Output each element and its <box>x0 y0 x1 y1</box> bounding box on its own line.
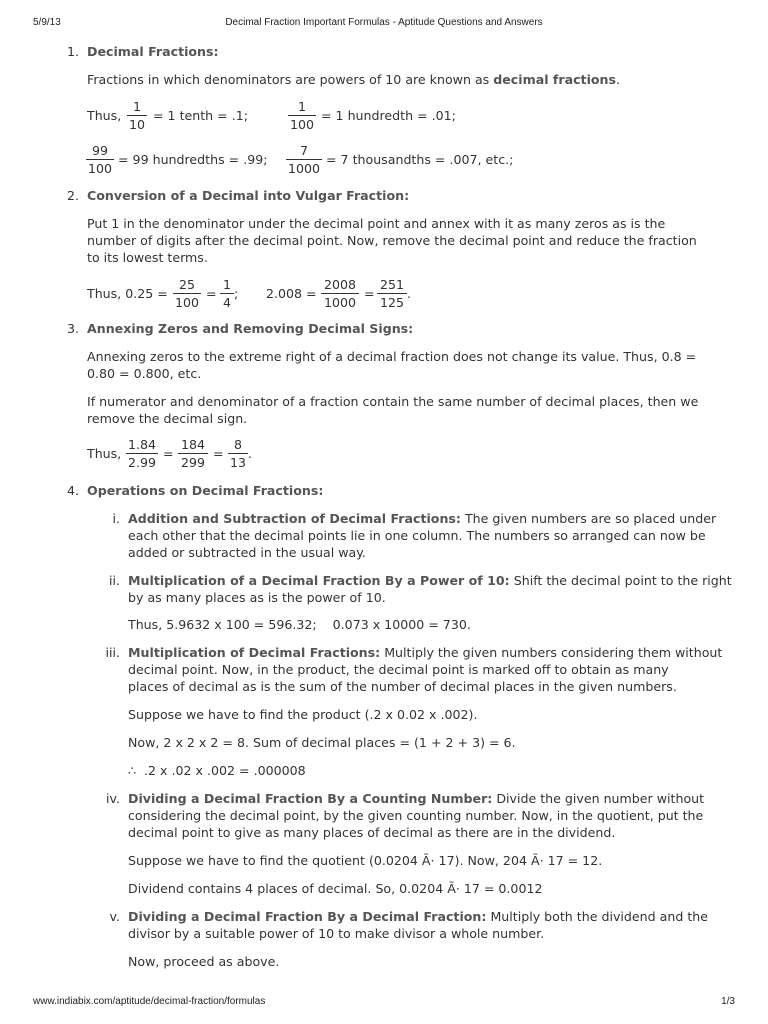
section-heading: Annexing Zeros and Removing Decimal Signs: <box>87 321 414 336</box>
example-line: Now, proceed as above. <box>128 954 280 969</box>
subsection-title: Dividing a Decimal Fraction By a Decimal Fraction: <box>128 909 487 924</box>
paragraph-line: by as many places as is the power of 10. <box>128 590 386 605</box>
paragraph-line: each other that the decimal points lie in one column. The numbers so arranged can now be <box>128 528 706 543</box>
text: . <box>407 286 412 301</box>
text: = <box>364 286 375 301</box>
fraction: $\frac{1}{4}$ <box>220 277 234 310</box>
paragraph-line: 0.80 = 0.800, etc. <box>87 366 202 381</box>
paragraph-line: decimal point. Now, in the product, the decimal point is marked off to obtain as many <box>128 662 669 677</box>
paragraph-line: Fractions in which denominators are powers of 10 are known as decimal fractions. <box>87 72 621 87</box>
example-line: Thus, 5.9632 x 100 = 596.32; 0.073 x 10000 = 730. <box>128 617 471 632</box>
page-title: Decimal Fraction Important Formulas - Aptitude Questions and Answers <box>225 17 543 28</box>
paragraph-line: considering the decimal point, by the given counting number. Now, in the quotient, put the <box>128 808 704 823</box>
text: 2.008 = <box>266 286 317 301</box>
subsection-title: Multiplication of a Decimal Fraction By a Power of 10: <box>128 573 510 588</box>
text: = 1 tenth = .1; <box>153 108 248 123</box>
subsection-number: iv. <box>106 791 120 806</box>
term-highlight: decimal fractions <box>493 72 616 87</box>
print-header <box>33 17 735 31</box>
subsection-number: v. <box>109 909 120 924</box>
print-footer <box>33 996 735 1010</box>
page-url: www.indiabix.com/aptitude/decimal-fraction/formulas <box>33 996 266 1007</box>
paragraph-line: Dividing a Decimal Fraction By a Decimal Fraction: Multiply both the dividend and the <box>128 909 708 924</box>
text: ; <box>234 286 239 301</box>
paragraph-line: Annexing zeros to the extreme right of a decimal fraction does not change its value. Thus, 0.8 = <box>87 349 697 364</box>
section-heading: Decimal Fractions: <box>87 44 219 59</box>
paragraph-line: Multiplication of a Decimal Fraction By a Power of 10: Shift the decimal point to the right <box>128 573 732 588</box>
section-number: 4. <box>66 483 79 498</box>
subsection-number: iii. <box>105 645 120 660</box>
subsection-title: Multiplication of Decimal Fractions: <box>128 645 381 660</box>
paragraph-line: Put 1 in the denominator under the decimal point and annex with it as many zeros as is the <box>87 216 666 231</box>
example-line: Suppose we have to find the quotient (0.0204 Ã· 17). Now, 204 Ã· 17 = 12. <box>128 853 603 868</box>
fraction: $\frac{99}{100}$ <box>87 143 113 176</box>
text: = <box>206 286 217 301</box>
page-number: 1/3 <box>721 996 735 1007</box>
fraction: $\frac{1}{10}$ <box>128 99 146 132</box>
text: = 7 thousandths = .007, etc.; <box>326 152 514 167</box>
print-date: 5/9/13 <box>33 17 61 28</box>
subsection-title: Dividing a Decimal Fraction By a Counting Number: <box>128 791 493 806</box>
example-line: Dividend contains 4 places of decimal. So, 0.0204 Ã· 17 = 0.0012 <box>128 881 543 896</box>
fraction: $\frac{1.84}{2.99}$ <box>127 437 157 470</box>
subsection-title: Addition and Subtraction of Decimal Fractions: <box>128 511 461 526</box>
fraction: $\frac{2008}{1000}$ <box>321 277 359 310</box>
section-number: 2. <box>66 188 79 203</box>
text: . <box>248 446 253 461</box>
fraction: $\frac{7}{1000}$ <box>287 143 321 176</box>
section-heading: Operations on Decimal Fractions: <box>87 483 324 498</box>
paragraph-line: decimal point to give as many places of decimal as there are in the dividend. <box>128 825 616 840</box>
text: = <box>213 446 224 461</box>
paragraph-line: Multiplication of Decimal Fractions: Multiply the given numbers considering them without <box>128 645 723 660</box>
paragraph-line: remove the decimal sign. <box>87 411 248 426</box>
section-number: 3. <box>66 321 79 336</box>
paragraph-line: added or subtracted in the usual way. <box>128 545 366 560</box>
fraction: $\frac{251}{125}$ <box>377 277 407 310</box>
example-line: ∴ .2 x .02 x .002 = .000008 <box>128 763 306 778</box>
paragraph-line: If numerator and denominator of a fraction contain the same number of decimal places, then we <box>87 394 699 409</box>
section-heading: Conversion of a Decimal into Vulgar Fraction: <box>87 188 410 203</box>
fraction: $\frac{8}{13}$ <box>229 437 247 470</box>
fraction: $\frac{25}{100}$ <box>174 277 200 310</box>
paragraph-line: places of decimal as is the sum of the number of decimal places in the given numbers. <box>128 679 677 694</box>
paragraph-line: number of digits after the decimal point. Now, remove the decimal point and reduce the fraction <box>87 233 697 248</box>
text: = 1 hundredth = .01; <box>321 108 456 123</box>
text: = <box>163 446 174 461</box>
paragraph-line: to its lowest terms. <box>87 250 208 265</box>
subsection-number: ii. <box>108 573 120 588</box>
paragraph-line: Dividing a Decimal Fraction By a Counting Number: Divide the given number without <box>128 791 705 806</box>
fraction: $\frac{1}{100}$ <box>289 99 315 132</box>
fraction: $\frac{184}{299}$ <box>178 437 208 470</box>
subsection-number: i. <box>112 511 120 526</box>
paragraph-line: divisor by a suitable power of 10 to make divisor a whole number. <box>128 926 545 941</box>
text: Thus, <box>87 108 122 123</box>
text: Thus, <box>87 446 122 461</box>
text: Thus, 0.25 = <box>87 286 168 301</box>
example-line: Now, 2 x 2 x 2 = 8. Sum of decimal places = (1 + 2 + 3) = 6. <box>128 735 516 750</box>
text: = 99 hundredths = .99; <box>118 152 268 167</box>
paragraph-line: Addition and Subtraction of Decimal Fractions: The given numbers are so placed under <box>128 511 717 526</box>
example-line: Suppose we have to find the product (.2 x 0.02 x .002). <box>128 707 478 722</box>
section-number: 1. <box>66 44 79 59</box>
